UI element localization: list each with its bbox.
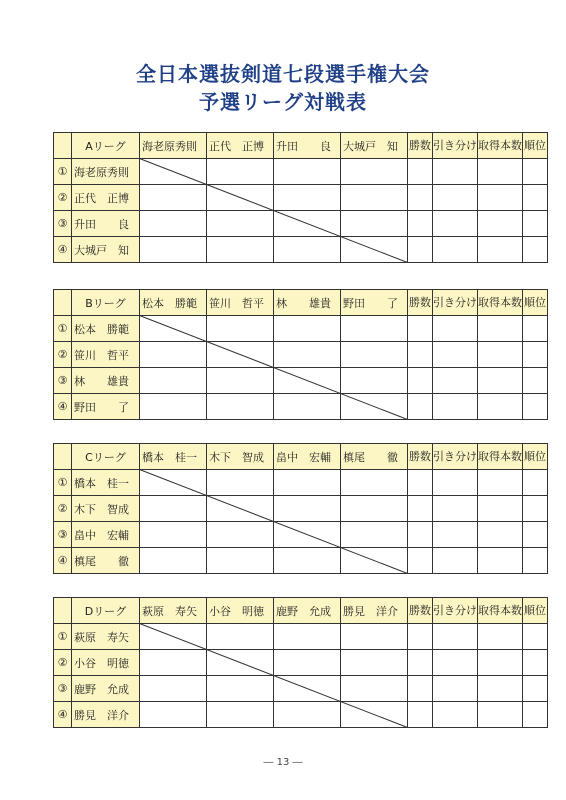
- row-number: ①: [54, 624, 72, 650]
- player-name: 小谷 明徳: [72, 650, 140, 676]
- match-result-cell: [207, 522, 274, 548]
- match-result-cell: [341, 548, 408, 574]
- row-number: ②: [54, 185, 72, 211]
- stat-cell: [433, 676, 478, 702]
- opponent-header: 海老原秀則: [140, 133, 207, 159]
- opponent-header: 笹川 哲平: [207, 290, 274, 316]
- row-number: ①: [54, 316, 72, 342]
- match-result-cell: [341, 159, 408, 185]
- stat-cell: [523, 496, 548, 522]
- match-result-cell: [274, 496, 341, 522]
- opponent-header: 野田 了: [341, 290, 408, 316]
- match-result-cell: [207, 185, 274, 211]
- match-result-cell: [140, 159, 207, 185]
- stat-cell: [478, 650, 523, 676]
- stat-cell: [478, 470, 523, 496]
- match-result-cell: [140, 342, 207, 368]
- player-row: [54, 702, 548, 728]
- stat-cell: [433, 548, 478, 574]
- stat-cell: [523, 368, 548, 394]
- league-grid: [53, 597, 548, 728]
- row-number: ④: [54, 394, 72, 420]
- match-result-cell: [140, 368, 207, 394]
- header-blank-cell: [54, 598, 72, 624]
- player-name: 林 雄貴: [72, 368, 140, 394]
- stat-cell: [523, 342, 548, 368]
- match-result-cell: [140, 470, 207, 496]
- match-result-cell: [140, 496, 207, 522]
- match-result-cell: [140, 394, 207, 420]
- match-result-cell: [207, 548, 274, 574]
- stat-cell: [408, 650, 433, 676]
- stat-cell: [433, 342, 478, 368]
- match-result-cell: [207, 624, 274, 650]
- stat-cell: [433, 470, 478, 496]
- stat-cell: [523, 702, 548, 728]
- stat-cell: [408, 702, 433, 728]
- stat-header: 取得本数: [478, 444, 523, 470]
- opponent-header: 橋本 桂一: [140, 444, 207, 470]
- row-number: ④: [54, 702, 72, 728]
- opponent-header: 畠中 宏輔: [274, 444, 341, 470]
- match-result-cell: [140, 676, 207, 702]
- stat-header: 順位: [523, 133, 548, 159]
- player-name: 槙尾 徹: [72, 548, 140, 574]
- match-result-cell: [140, 548, 207, 574]
- match-result-cell: [207, 496, 274, 522]
- league-grid: [53, 289, 548, 420]
- stat-header: 順位: [523, 290, 548, 316]
- player-row: [54, 624, 548, 650]
- match-result-cell: [341, 624, 408, 650]
- league-table-c: [53, 443, 548, 574]
- match-result-cell: [140, 624, 207, 650]
- opponent-header: 大城戸 知: [341, 133, 408, 159]
- page-number: ― 13 ―: [263, 757, 303, 768]
- stat-header: 順位: [523, 444, 548, 470]
- player-row: [54, 159, 548, 185]
- player-name: 萩原 寿矢: [72, 624, 140, 650]
- match-result-cell: [274, 159, 341, 185]
- header-blank-cell: [54, 290, 72, 316]
- match-result-cell: [274, 211, 341, 237]
- stat-header: 取得本数: [478, 133, 523, 159]
- match-result-cell: [341, 316, 408, 342]
- stat-cell: [433, 624, 478, 650]
- opponent-header: 正代 正博: [207, 133, 274, 159]
- row-number: ②: [54, 342, 72, 368]
- league-name: Aリーグ: [72, 133, 140, 159]
- player-row: [54, 211, 548, 237]
- opponent-header: 萩原 寿矢: [140, 598, 207, 624]
- match-result-cell: [341, 470, 408, 496]
- stat-cell: [408, 159, 433, 185]
- stat-cell: [478, 211, 523, 237]
- match-result-cell: [274, 522, 341, 548]
- row-number: ③: [54, 368, 72, 394]
- player-row: [54, 237, 548, 263]
- row-number: ②: [54, 650, 72, 676]
- stat-cell: [523, 211, 548, 237]
- stat-cell: [523, 650, 548, 676]
- match-result-cell: [207, 316, 274, 342]
- match-result-cell: [140, 650, 207, 676]
- stat-cell: [478, 159, 523, 185]
- player-name: 笹川 哲平: [72, 342, 140, 368]
- stat-header: 引き分け: [433, 290, 478, 316]
- match-result-cell: [274, 650, 341, 676]
- match-result-cell: [341, 342, 408, 368]
- opponent-header: 槙尾 徹: [341, 444, 408, 470]
- player-name: 大城戸 知: [72, 237, 140, 263]
- stat-cell: [478, 316, 523, 342]
- match-result-cell: [274, 237, 341, 263]
- stat-cell: [523, 237, 548, 263]
- league-name: Bリーグ: [72, 290, 140, 316]
- player-row: [54, 676, 548, 702]
- player-name: 松本 勝範: [72, 316, 140, 342]
- stat-cell: [523, 624, 548, 650]
- row-number: ②: [54, 496, 72, 522]
- stat-cell: [478, 185, 523, 211]
- player-name: 海老原秀則: [72, 159, 140, 185]
- match-result-cell: [207, 470, 274, 496]
- stat-cell: [408, 548, 433, 574]
- match-result-cell: [207, 211, 274, 237]
- stat-header: 勝数: [408, 290, 433, 316]
- match-result-cell: [274, 624, 341, 650]
- opponent-header: 升田 良: [274, 133, 341, 159]
- stat-cell: [478, 522, 523, 548]
- stat-cell: [523, 159, 548, 185]
- stat-cell: [478, 237, 523, 263]
- stat-cell: [433, 702, 478, 728]
- player-name: 橋本 桂一: [72, 470, 140, 496]
- stat-cell: [433, 368, 478, 394]
- match-result-cell: [207, 342, 274, 368]
- stat-cell: [433, 522, 478, 548]
- stat-cell: [478, 676, 523, 702]
- match-result-cell: [274, 470, 341, 496]
- stat-cell: [523, 316, 548, 342]
- league-header-row: [54, 290, 548, 316]
- stat-cell: [523, 676, 548, 702]
- stat-header: 引き分け: [433, 444, 478, 470]
- stat-cell: [433, 159, 478, 185]
- match-result-cell: [274, 548, 341, 574]
- stat-cell: [408, 368, 433, 394]
- row-number: ①: [54, 159, 72, 185]
- opponent-header: 木下 智成: [207, 444, 274, 470]
- stat-cell: [433, 316, 478, 342]
- league-name: Dリーグ: [72, 598, 140, 624]
- stat-cell: [433, 211, 478, 237]
- stat-cell: [523, 522, 548, 548]
- player-row: [54, 316, 548, 342]
- row-number: ④: [54, 237, 72, 263]
- stat-cell: [523, 470, 548, 496]
- league-header-row: [54, 444, 548, 470]
- match-result-cell: [341, 650, 408, 676]
- match-result-cell: [140, 211, 207, 237]
- stat-header: 取得本数: [478, 598, 523, 624]
- player-row: [54, 394, 548, 420]
- stat-cell: [523, 185, 548, 211]
- match-result-cell: [341, 368, 408, 394]
- stat-cell: [408, 470, 433, 496]
- row-number: ③: [54, 676, 72, 702]
- stat-cell: [478, 702, 523, 728]
- header-blank-cell: [54, 133, 72, 159]
- match-result-cell: [207, 368, 274, 394]
- player-row: [54, 470, 548, 496]
- stat-cell: [478, 548, 523, 574]
- match-result-cell: [341, 496, 408, 522]
- stat-header: 引き分け: [433, 598, 478, 624]
- league-table-b: [53, 289, 548, 420]
- match-result-cell: [341, 702, 408, 728]
- stat-cell: [408, 624, 433, 650]
- stat-cell: [523, 394, 548, 420]
- player-row: [54, 496, 548, 522]
- stat-cell: [523, 548, 548, 574]
- match-result-cell: [341, 522, 408, 548]
- player-name: 木下 智成: [72, 496, 140, 522]
- player-row: [54, 548, 548, 574]
- player-row: [54, 185, 548, 211]
- stat-cell: [408, 342, 433, 368]
- player-name: 勝見 洋介: [72, 702, 140, 728]
- stat-cell: [433, 185, 478, 211]
- header-blank-cell: [54, 444, 72, 470]
- stat-cell: [408, 211, 433, 237]
- stat-header: 順位: [523, 598, 548, 624]
- stat-cell: [478, 368, 523, 394]
- player-row: [54, 368, 548, 394]
- league-grid: [53, 132, 548, 263]
- match-result-cell: [274, 368, 341, 394]
- stat-cell: [408, 237, 433, 263]
- match-result-cell: [207, 676, 274, 702]
- match-result-cell: [341, 394, 408, 420]
- match-result-cell: [207, 702, 274, 728]
- stat-cell: [478, 496, 523, 522]
- row-number: ①: [54, 470, 72, 496]
- match-result-cell: [274, 394, 341, 420]
- opponent-header: 林 雄貴: [274, 290, 341, 316]
- document-title: 全日本選抜剣道七段選手権大会: [136, 62, 430, 86]
- match-result-cell: [207, 159, 274, 185]
- match-result-cell: [274, 702, 341, 728]
- league-grid: [53, 443, 548, 574]
- match-result-cell: [274, 342, 341, 368]
- opponent-header: 小谷 明徳: [207, 598, 274, 624]
- league-header-row: [54, 598, 548, 624]
- stat-cell: [478, 624, 523, 650]
- stat-cell: [478, 342, 523, 368]
- stat-cell: [408, 522, 433, 548]
- match-result-cell: [274, 185, 341, 211]
- player-name: 正代 正博: [72, 185, 140, 211]
- player-row: [54, 650, 548, 676]
- stat-cell: [478, 394, 523, 420]
- stat-cell: [408, 496, 433, 522]
- stat-cell: [408, 676, 433, 702]
- stat-cell: [433, 237, 478, 263]
- player-row: [54, 342, 548, 368]
- row-number: ③: [54, 522, 72, 548]
- match-result-cell: [341, 185, 408, 211]
- league-table-a: [53, 132, 548, 263]
- stat-cell: [408, 316, 433, 342]
- league-name: Cリーグ: [72, 444, 140, 470]
- match-result-cell: [207, 650, 274, 676]
- player-row: [54, 522, 548, 548]
- match-result-cell: [140, 316, 207, 342]
- stat-header: 勝数: [408, 444, 433, 470]
- stat-header: 勝数: [408, 133, 433, 159]
- stat-header: 勝数: [408, 598, 433, 624]
- stat-cell: [433, 394, 478, 420]
- document-subtitle: 予選リーグ対戦表: [199, 90, 367, 114]
- player-name: 鹿野 允成: [72, 676, 140, 702]
- stat-cell: [408, 185, 433, 211]
- stat-cell: [433, 496, 478, 522]
- league-header-row: [54, 133, 548, 159]
- player-name: 畠中 宏輔: [72, 522, 140, 548]
- player-name: 野田 了: [72, 394, 140, 420]
- match-result-cell: [140, 237, 207, 263]
- stat-header: 取得本数: [478, 290, 523, 316]
- match-result-cell: [140, 185, 207, 211]
- match-result-cell: [274, 316, 341, 342]
- league-table-d: [53, 597, 548, 728]
- match-result-cell: [207, 394, 274, 420]
- stat-cell: [408, 394, 433, 420]
- match-result-cell: [341, 237, 408, 263]
- match-result-cell: [140, 702, 207, 728]
- opponent-header: 鹿野 允成: [274, 598, 341, 624]
- match-result-cell: [140, 522, 207, 548]
- match-result-cell: [341, 211, 408, 237]
- row-number: ④: [54, 548, 72, 574]
- stat-cell: [433, 650, 478, 676]
- player-name: 升田 良: [72, 211, 140, 237]
- match-result-cell: [341, 676, 408, 702]
- match-result-cell: [207, 237, 274, 263]
- opponent-header: 松本 勝範: [140, 290, 207, 316]
- row-number: ③: [54, 211, 72, 237]
- stat-header: 引き分け: [433, 133, 478, 159]
- opponent-header: 勝見 洋介: [341, 598, 408, 624]
- match-result-cell: [274, 676, 341, 702]
